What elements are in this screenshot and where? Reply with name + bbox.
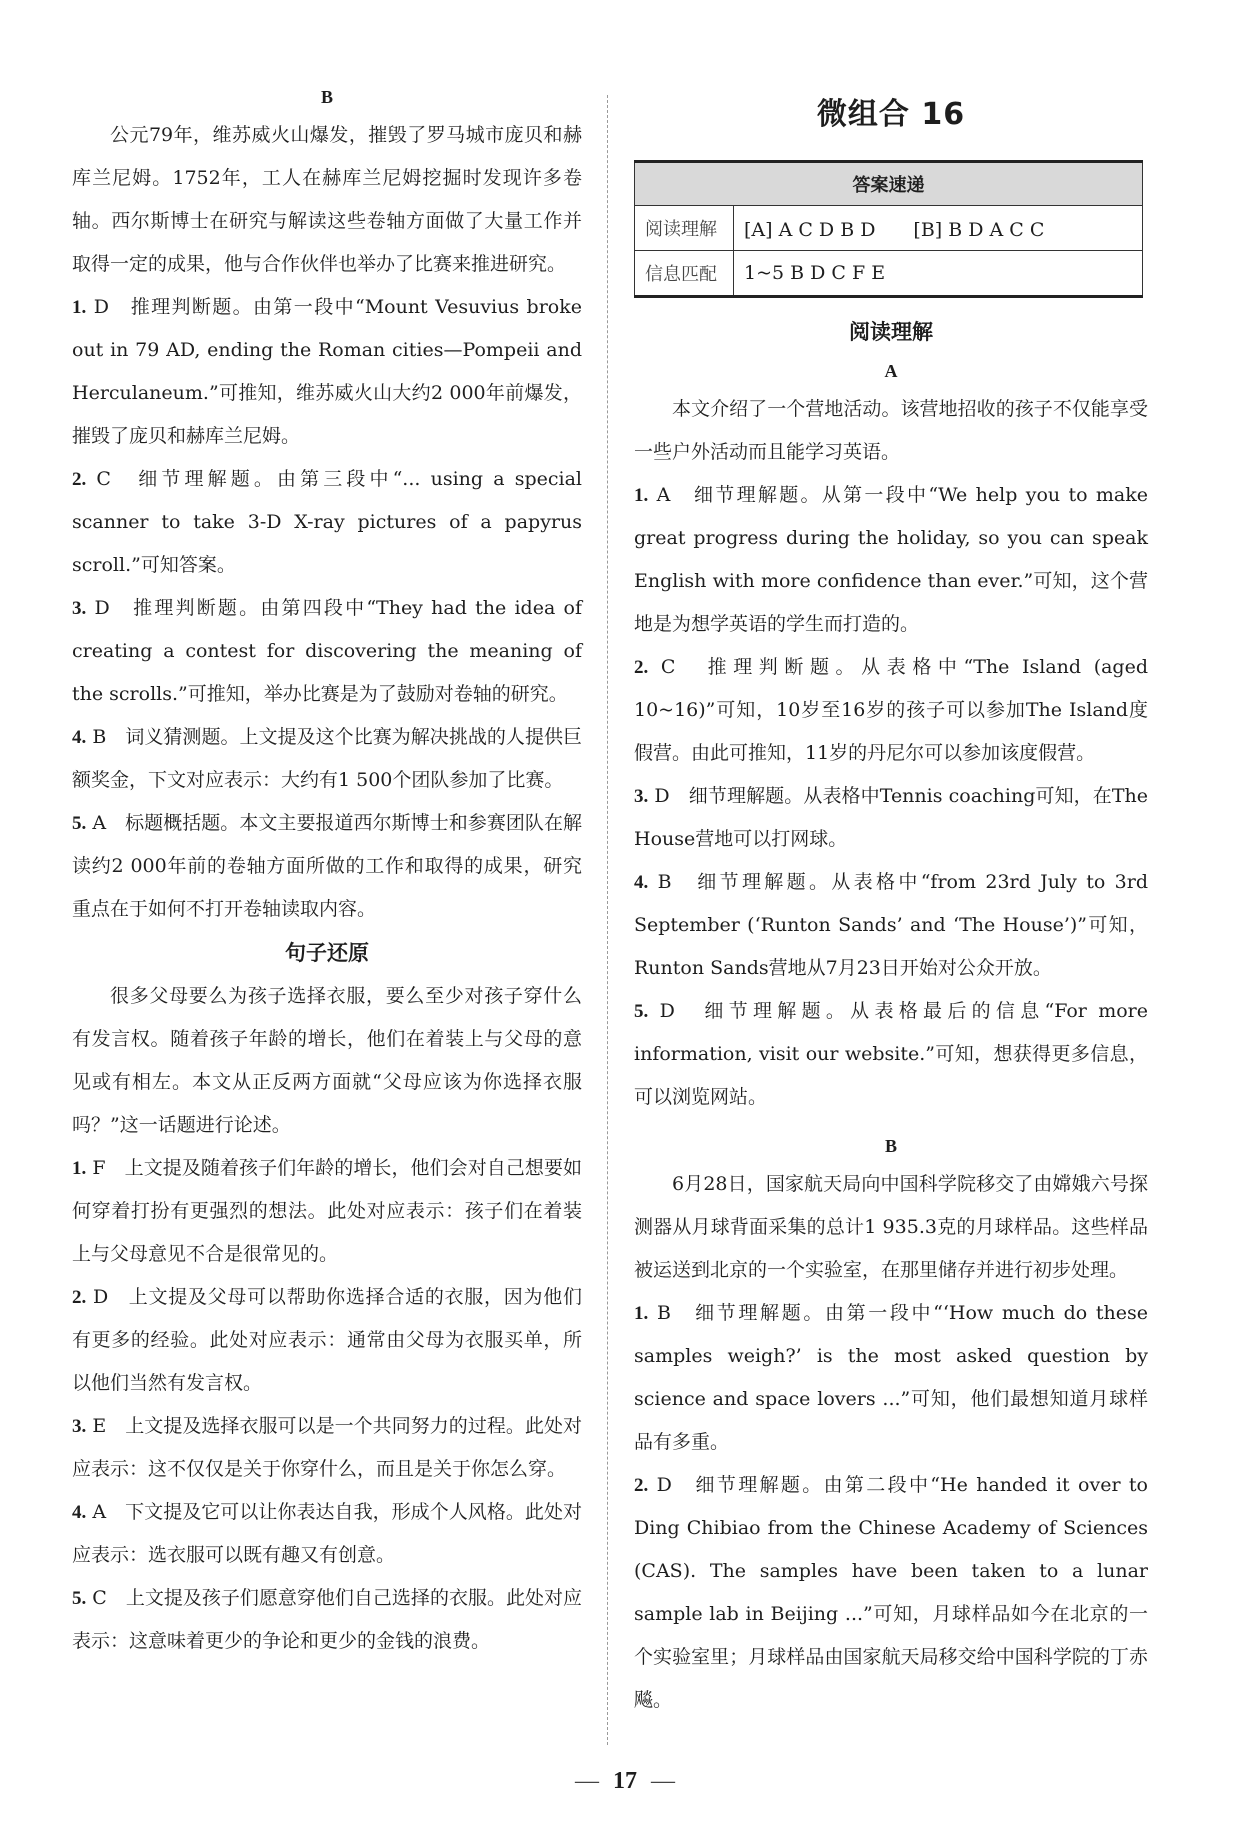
answer-table-header: 答案速递 — [635, 162, 1143, 206]
column-divider — [607, 95, 608, 1745]
answer-item — [72, 1491, 582, 1577]
answer-item — [72, 587, 582, 716]
answer-list — [72, 286, 582, 931]
item-text: B 细节理解题。从表格中“from 23rd July to 3rd September (‘Runton Sands’ and ‘The House’)”可知，Runton Sands营地从7月23日开始对公众开放。 — [634, 871, 1148, 979]
item-number: 3. — [72, 1416, 87, 1437]
answer-item — [72, 286, 582, 458]
left-column — [72, 80, 582, 1663]
item-number: 4. — [72, 727, 87, 748]
item-number: 2. — [634, 1475, 649, 1496]
section-letter-a: A — [884, 361, 898, 381]
item-text: A 细节理解题。从第一段中“We help you to make great progress during the holiday, so you can speak English with more confidence than ever.”可知，这个营地是为想学英语的学生而打造的。 — [634, 484, 1149, 635]
answer-list — [634, 474, 1148, 1119]
section-intro: 很多父母要么为孩子选择衣服，要么至少对孩子穿什么有发言权。随着孩子年龄的增长，他们在着装上与父母的意见或有相左。本文从正反两方面就“父母应该为你选择衣服吗？”这一话题进行论述。 — [72, 985, 582, 1136]
answer-item — [634, 990, 1148, 1119]
answer-item — [72, 1405, 582, 1491]
section-title: 句子还原 — [285, 941, 369, 965]
item-text: B 细节理解题。由第一段中“‘How much do these samples weigh?’ is the most asked question by science and space lovers ...”可知，他们最想知道月球样品有多重。 — [634, 1302, 1149, 1453]
footer-dash: — — [651, 1768, 675, 1794]
item-number: 1. — [72, 1158, 87, 1179]
answer-item — [72, 1147, 582, 1276]
answer-item — [72, 458, 582, 587]
item-text: C 细节理解题。由第三段中“... using a special scanner to take 3-D X-ray pictures of a papyrus scroll.”可知答案。 — [72, 468, 582, 576]
item-number: 4. — [634, 872, 649, 893]
item-text: D 细节理解题。从表格最后的信息“For more information, visit our website.”可知，想获得更多信息，可以浏览网站。 — [634, 1000, 1149, 1108]
answer-item — [634, 861, 1148, 990]
row-label: 信息匹配 — [635, 251, 734, 297]
answer-item — [634, 646, 1148, 775]
answer-item — [72, 716, 582, 802]
item-number: 4. — [72, 1502, 87, 1523]
answer-item — [634, 775, 1148, 861]
footer-dash: — — [575, 1768, 599, 1794]
section-title: 阅读理解 — [849, 320, 933, 344]
section-intro: 6月28日，国家航天局向中国科学院移交了由嫦娥六号探测器从月球背面采集的总计1 935.3克的月球样品。这些样品被运送到北京的一个实验室，在那里储存并进行初步处理。 — [634, 1173, 1148, 1281]
page-title: 微组合 16 — [816, 97, 966, 132]
section-intro: 本文介绍了一个营地活动。该营地招收的孩子不仅能享受一些户外活动而且能学习英语。 — [634, 398, 1148, 463]
table-row — [635, 251, 1143, 297]
item-text: F 上文提及随着孩子们年龄的增长，他们会对自己想要如何穿着打扮有更强烈的想法。此处对应表示：孩子们在着装上与父母意见不合是很常见的。 — [72, 1157, 583, 1265]
table-row — [635, 206, 1143, 251]
section-letter-b: B — [884, 1136, 897, 1156]
section-letter-b: B — [320, 87, 333, 107]
answer-item — [72, 1276, 582, 1405]
page-footer — [0, 1768, 1250, 1795]
item-text: E 上文提及选择衣服可以是一个共同努力的过程。此处对应表示：这不仅仅是关于你穿什么，而且是关于你怎么穿。 — [72, 1415, 582, 1480]
item-number: 3. — [72, 598, 87, 619]
item-number: 2. — [634, 657, 649, 678]
row-value: 1~5 B D C F E — [734, 251, 1143, 297]
answer-list — [634, 1292, 1148, 1722]
item-text: C 推理判断题。从表格中“The Island (aged 10~16)”可知，10岁至16岁的孩子可以参加The Island度假营。由此可推知，11岁的丹尼尔可以参加该度假营。 — [634, 656, 1148, 764]
answer-item — [634, 1464, 1148, 1722]
section-intro: 公元79年，维苏威火山爆发，摧毁了罗马城市庞贝和赫库兰尼姆。1752年，工人在赫库兰尼姆挖掘时发现许多卷轴。西尔斯博士在研究与解读这些卷轴方面做了大量工作并取得一定的成果，他与合作伙伴也举办了比赛来推进研究。 — [72, 124, 582, 275]
item-text: D 推理判断题。由第四段中“They had the idea of creating a contest for discovering the meaning of the scrolls.”可推知，举办比赛是为了鼓励对卷轴的研究。 — [72, 597, 582, 705]
item-number: 1. — [634, 485, 649, 506]
answer-item — [634, 474, 1148, 646]
item-number: 1. — [634, 1303, 649, 1324]
row-value: [A] A C D B D [B] B D A C C — [734, 206, 1143, 251]
item-text: B 词义猜测题。上文提及这个比赛为解决挑战的人提供巨额奖金，下文对应表示：大约有1 500个团队参加了比赛。 — [72, 726, 582, 791]
item-text: D 细节理解题。由第二段中“He handed it over to Ding Chibiao from the Chinese Academy of Sciences (CAS). The samples have been taken to a lunar sample lab in Beijing ...”可知，月球样品如今在北京的一个实验室里；月球样品由国家航天局移交给中国科学院的丁赤飚。 — [634, 1474, 1149, 1711]
row-label: 阅读理解 — [635, 206, 734, 251]
answer-item — [72, 802, 582, 931]
answer-item — [72, 1577, 582, 1663]
item-number: 5. — [72, 1588, 87, 1609]
item-text: D 推理判断题。由第一段中“Mount Vesuvius broke out in 79 AD, ending the Roman cities—Pompeii and Herculaneum.”可推知，维苏威火山大约2 000年前爆发，摧毁了庞贝和赫库兰尼姆。 — [72, 296, 582, 447]
item-number: 3. — [634, 786, 649, 807]
item-number: 2. — [72, 1287, 87, 1308]
item-number: 2. — [72, 469, 87, 490]
item-number: 5. — [72, 813, 87, 834]
item-text: A 下文提及它可以让你表达自我，形成个人风格。此处对应表示：选衣服可以既有趣又有创意。 — [72, 1501, 582, 1566]
page-number: 17 — [613, 1768, 637, 1794]
right-column — [634, 80, 1148, 1722]
item-number: 1. — [72, 297, 87, 318]
item-text: D 细节理解题。从表格中Tennis coaching可知，在The House营地可以打网球。 — [634, 785, 1148, 850]
item-text: A 标题概括题。本文主要报道西尔斯博士和参赛团队在解读约2 000年前的卷轴方面所做的工作和取得的成果，研究重点在于如何不打开卷轴读取内容。 — [72, 812, 582, 920]
item-text: C 上文提及孩子们愿意穿他们自己选择的衣服。此处对应表示：这意味着更少的争论和更少的金钱的浪费。 — [72, 1587, 582, 1652]
item-text: D 上文提及父母可以帮助你选择合适的衣服，因为他们有更多的经验。此处对应表示：通常由父母为衣服买单，所以他们当然有发言权。 — [72, 1286, 582, 1394]
answer-table — [634, 160, 1143, 298]
answer-list — [72, 1147, 582, 1663]
answer-item — [634, 1292, 1148, 1464]
item-number: 5. — [634, 1001, 649, 1022]
